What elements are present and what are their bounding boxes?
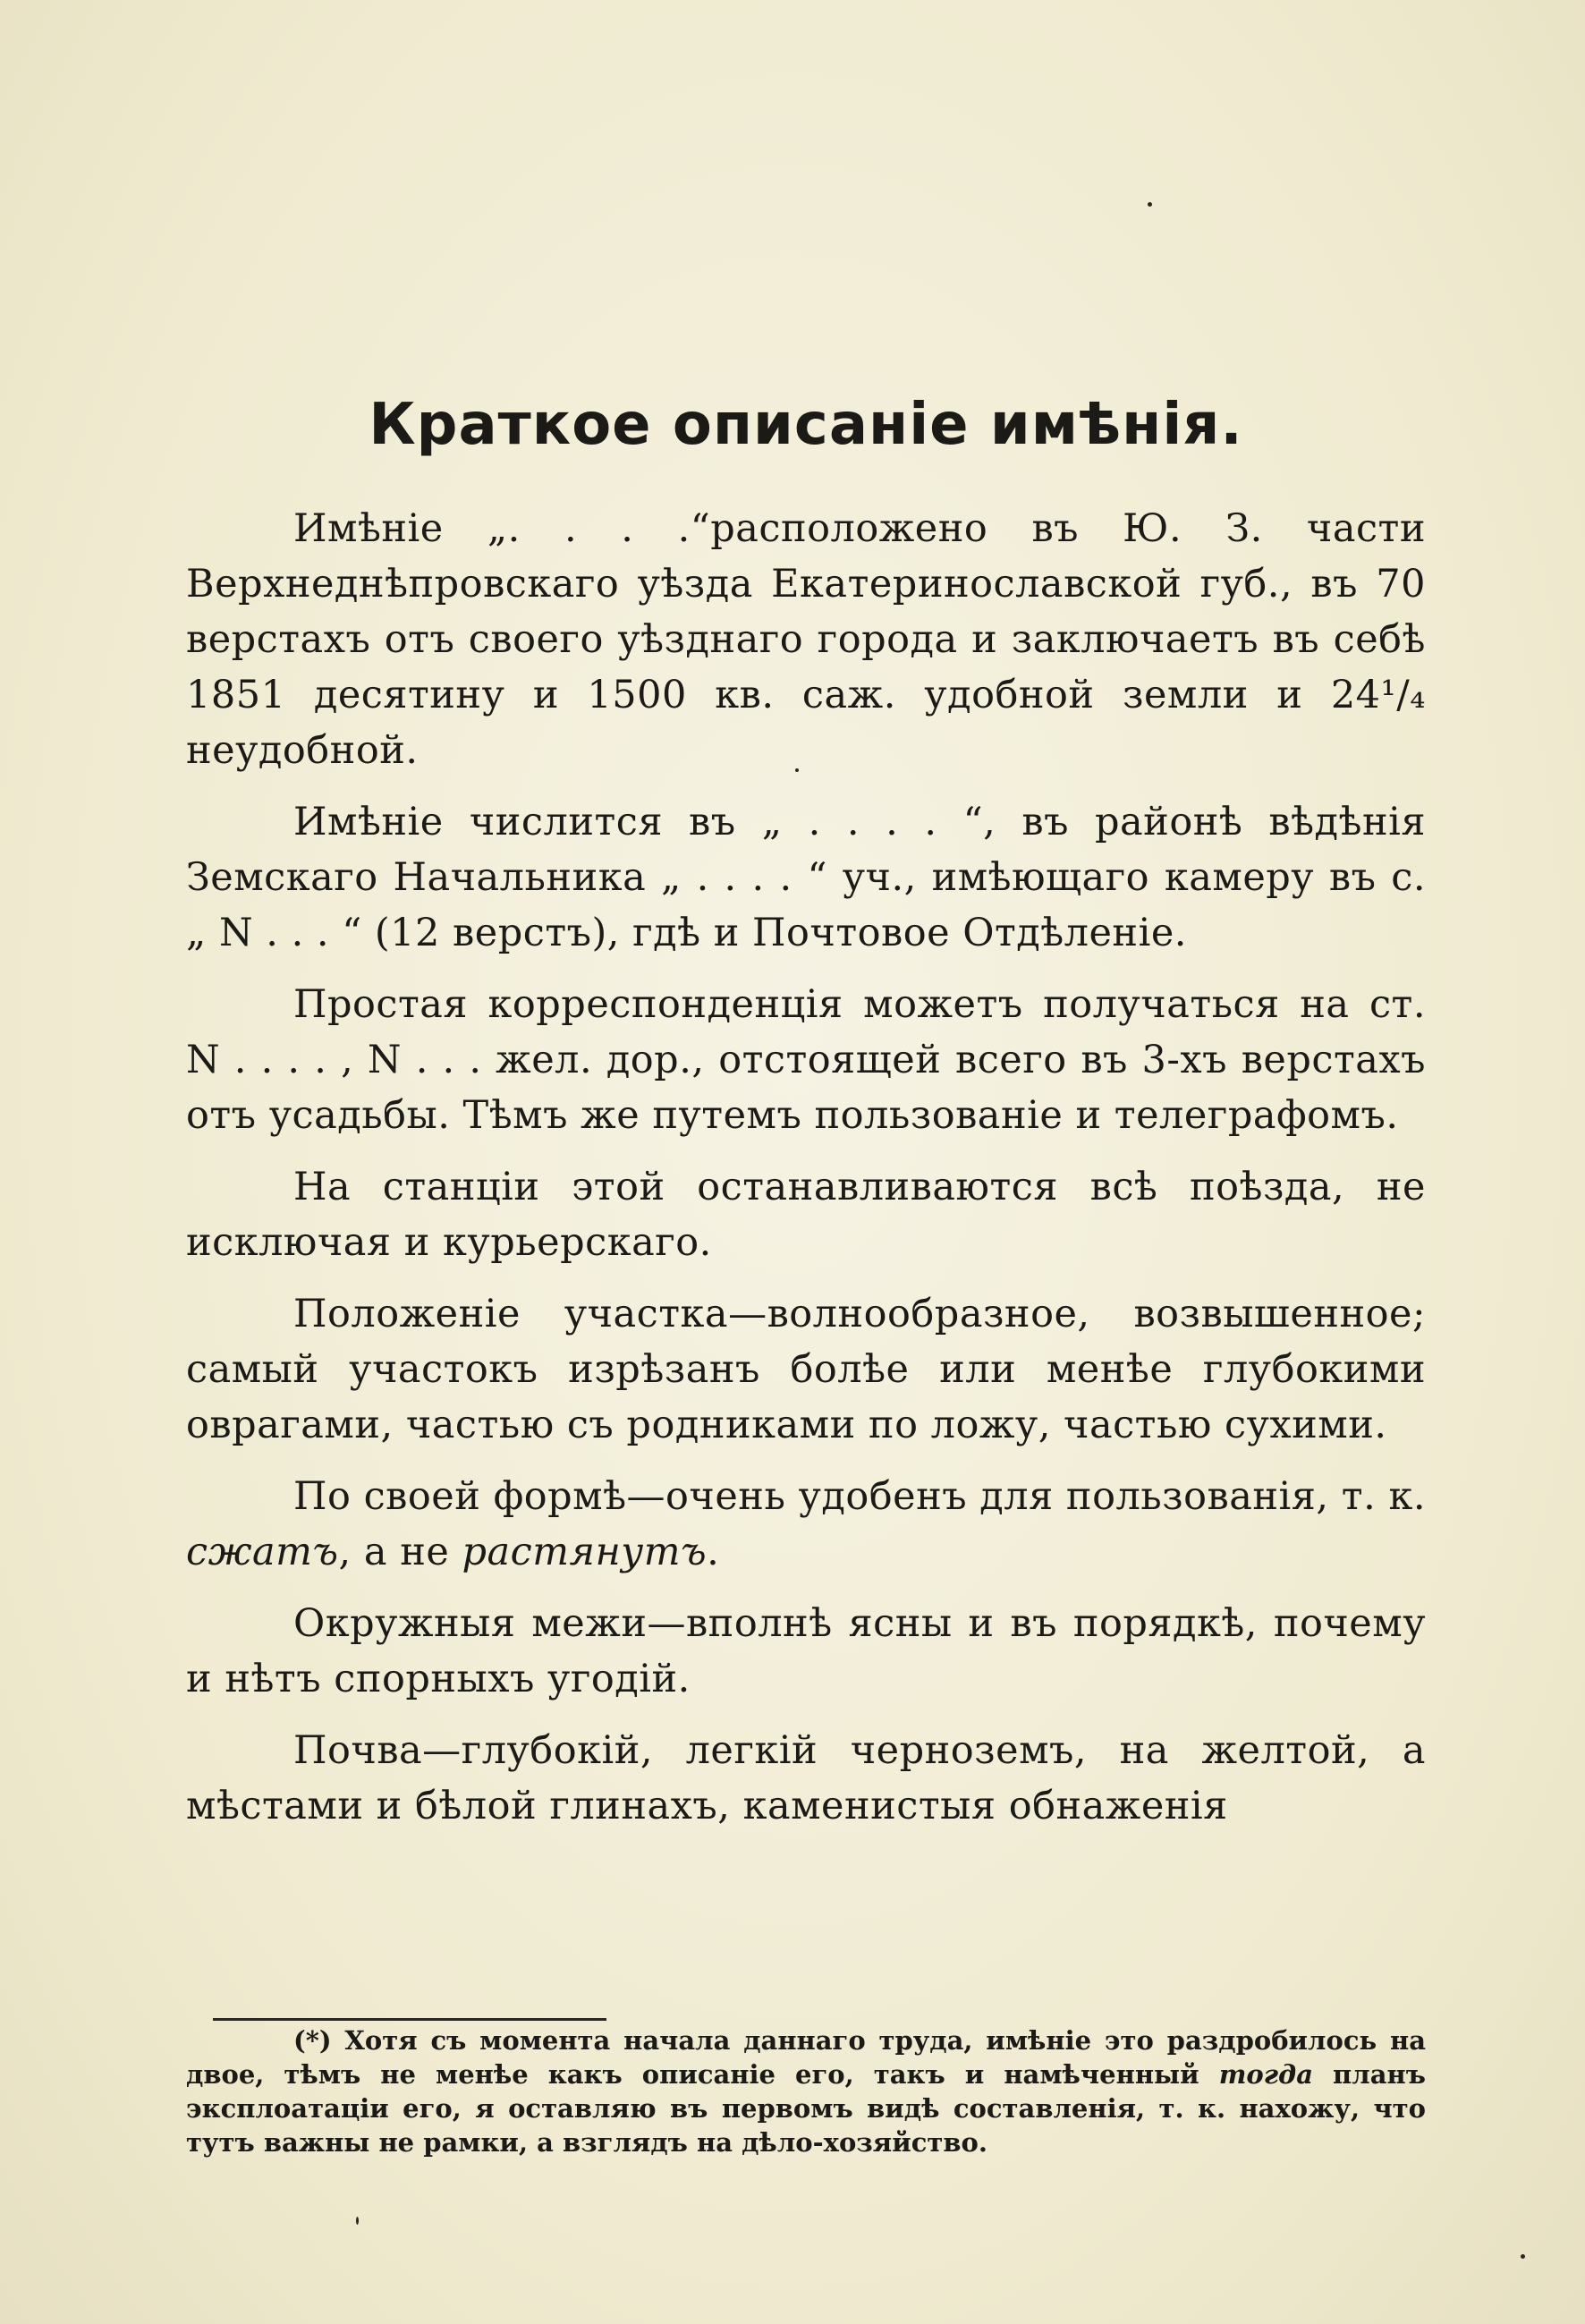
paragraph-shape [186,1469,1426,1580]
print-speck [1148,202,1152,207]
page-title: Краткое описаніе имѣнія. [369,392,1243,458]
paragraph-shape-italic-stretched: растянутъ [462,1530,708,1574]
footnote [186,2023,1426,2159]
footnote-italic: тогда [1218,2059,1313,2090]
print-speck [795,768,799,772]
paragraph-correspondence: Простая корреспонденція можетъ получаться на ст. N . . . . , N . . . жел. дор., отстоящей всего въ 3-хъ верстахъ отъ усадьбы. Тѣмъ же путемъ пользованіе и телеграфомъ. [186,982,1426,1138]
paragraph-shape-text-3: . [707,1530,720,1574]
footnote-divider [213,2018,606,2021]
paragraph-shape-text-1: По своей формѣ—очень удобенъ для пользованія, т. к. [293,1474,1426,1519]
footnote-text-2: планъ эксплоатаціи его, я оставляю въ первомъ видѣ составленія, т. к. нахожу, что тутъ важны не рамки, а взглядъ на дѣло-хозяйство. [186,2059,1426,2158]
paragraph-trains: На станціи этой останавливаются всѣ поѣзда, не исключая и курьерскаго. [186,1165,1426,1265]
paragraph-shape-italic-compact: сжатъ [186,1530,339,1574]
print-speck [1521,2254,1525,2259]
paragraph-soil: Почва—глубокій, легкій черноземъ, на желтой, а мѣстами и бѣлой глинахъ, каменистыя обнаженія [186,1728,1426,1828]
print-speck [356,2217,359,2225]
paragraph-administrative-district: Имѣніе числится въ „ . . . . “, въ районѣ вѣдѣнія Земскаго Начальника „ . . . . “ уч., имѣющаго камеру въ с. „ N . . . “ (12 верстъ), гдѣ и Почтовое Отдѣленіе. [186,800,1426,955]
paragraph-shape-text-2: , а не [338,1530,462,1574]
paragraph-boundaries: Окружныя межи—вполнѣ ясны и въ порядкѣ, почему и нѣтъ спорныхъ угодій. [186,1601,1426,1701]
footnote-text-1: (*) Хотя съ момента начала даннаго труда, имѣніе это раздробилось на двое, тѣмъ не менѣе какъ описаніе его, такъ и намѣченный [186,2025,1426,2090]
page [186,0,1426,2324]
paragraph-terrain: Положеніе участка—волнообразное, возвышенное; самый участокъ изрѣзанъ болѣе или менѣе глубокими оврагами, частью съ родниками по ложу, частью сухими. [186,1292,1426,1447]
paragraph-estate-location: Имѣніе „. . . .“расположено въ Ю. З. части Верхнеднѣпровскаго уѣзда Екатеринославской губ., въ 70 верстахъ отъ своего уѣзднаго города и заключаетъ въ себѣ 1851 десятину и 1500 кв. саж. удобной земли и 24¹/₄ неудобной. [186,506,1426,773]
body-text [186,501,1426,1850]
